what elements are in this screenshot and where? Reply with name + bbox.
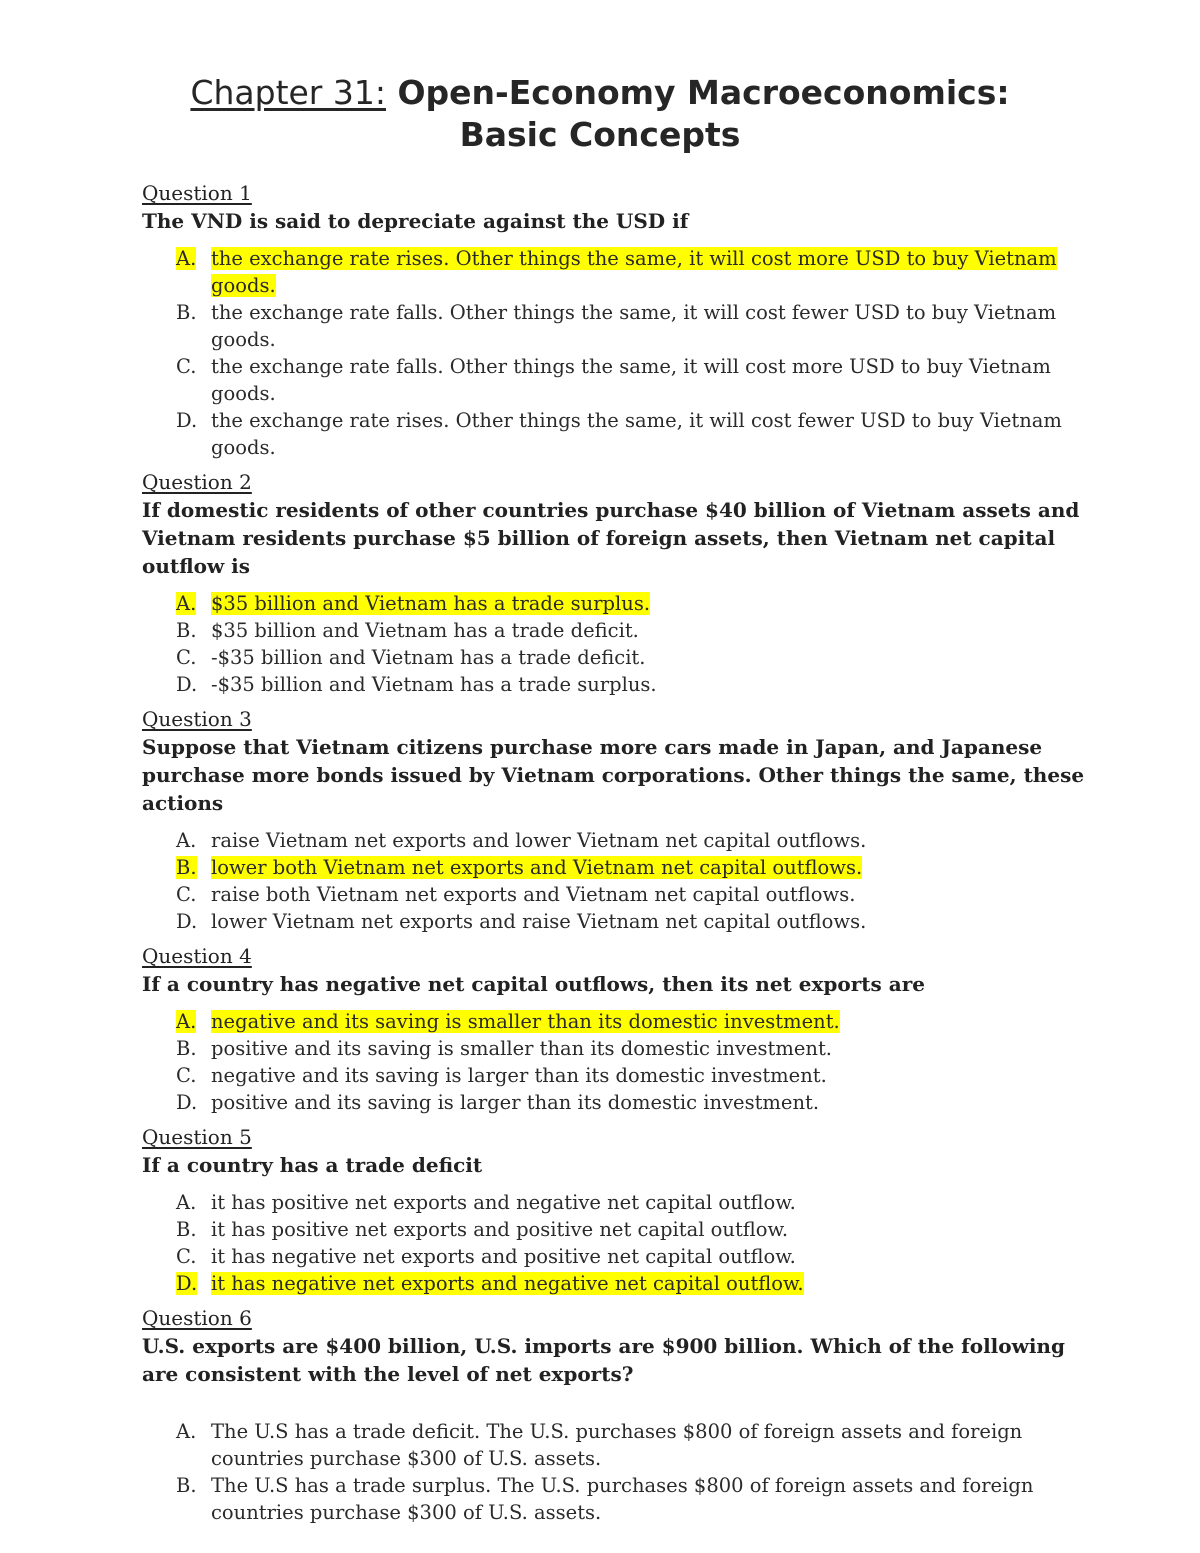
answer-option [142,1189,1102,1216]
option-letter [176,671,211,698]
question-block [142,1305,1102,1526]
option-text-wrap [211,617,1102,644]
chapter-label: Chapter 31: [190,73,386,112]
option-letter-text: A. [176,1420,197,1443]
option-text-wrap [211,1035,1102,1062]
option-letter [176,1035,211,1062]
option-letter [176,908,211,935]
option-text: it has negative net exports and negative net capital outflow. [211,1272,804,1295]
answer-option [142,1089,1102,1116]
option-text: raise Vietnam net exports and lower Vietnam net capital outflows. [211,829,867,852]
option-letter [176,245,211,299]
option-text: -$35 billion and Vietnam has a trade surplus. [211,673,657,696]
option-text: $35 billion and Vietnam has a trade deficit. [211,619,639,642]
answer-option [142,1035,1102,1062]
option-text: it has positive net exports and negative net capital outflow. [211,1191,796,1214]
option-letter [176,827,211,854]
option-letter [176,1189,211,1216]
option-text-wrap [211,881,1102,908]
option-text-wrap [211,671,1102,698]
question-block [142,180,1102,461]
answer-option [142,671,1102,698]
answer-option-highlighted [142,1270,1102,1297]
answer-option [142,1062,1102,1089]
option-letter-text: C. [176,1245,197,1268]
answer-option [142,1418,1102,1472]
option-text-wrap [211,245,1102,299]
answer-option-highlighted [142,245,1102,299]
option-letter [176,1089,211,1116]
option-text-wrap [211,1270,1102,1297]
option-letter-text: D. [176,910,198,933]
option-letter [176,1216,211,1243]
option-text: it has negative net exports and positive net capital outflow. [211,1245,796,1268]
option-letter-text: C. [176,883,197,906]
option-text-wrap [211,1008,1102,1035]
chapter-title-line2: Basic Concepts [459,115,741,154]
answer-option [142,1243,1102,1270]
option-text: the exchange rate rises. Other things the same, it will cost fewer USD to buy Vietnam goods. [211,409,1062,459]
question-heading: Question 1 [142,181,252,205]
option-letter-text: A. [176,1010,197,1033]
option-text: the exchange rate rises. Other things the same, it will cost more USD to buy Vietnam goods. [211,247,1057,297]
question-block [142,706,1102,935]
option-text: positive and its saving is smaller than its domestic investment. [211,1037,832,1060]
option-text: positive and its saving is larger than its domestic investment. [211,1091,820,1114]
answer-option [142,617,1102,644]
question-heading: Question 4 [142,944,252,968]
option-text-wrap [211,1472,1102,1526]
option-letter [176,1008,211,1035]
question-text: If a country has a trade deficit [142,1153,483,1177]
option-text: the exchange rate falls. Other things the same, it will cost fewer USD to buy Vietnam goods. [211,301,1057,351]
option-text: The U.S has a trade deficit. The U.S. purchases $800 of foreign assets and foreign countries purchase $300 of U.S. assets. [211,1420,1023,1470]
question-text: Suppose that Vietnam citizens purchase more cars made in Japan, and Japanese purchase more bonds issued by Vietnam corporations. Other things the same, these actions [142,735,1085,815]
question-heading: Question 5 [142,1125,252,1149]
option-letter-text: B. [176,619,197,642]
option-letter [176,353,211,407]
option-letter-text: B. [176,1474,197,1497]
answer-options [142,1189,1102,1297]
answer-option [142,353,1102,407]
option-text-wrap [211,353,1102,407]
answer-option [142,1216,1102,1243]
option-letter-text: C. [176,355,197,378]
question-block [142,943,1102,1116]
question-block [142,1124,1102,1297]
option-text: negative and its saving is smaller than its domestic investment. [211,1010,840,1033]
answer-option [142,1472,1102,1526]
answer-options [142,245,1102,461]
option-letter [176,1270,211,1297]
question-heading: Question 6 [142,1306,252,1330]
option-letter-text: B. [176,1218,197,1241]
option-letter [176,1418,211,1472]
option-letter [176,854,211,881]
option-letter [176,407,211,461]
option-text: -$35 billion and Vietnam has a trade deficit. [211,646,646,669]
option-letter [176,1243,211,1270]
question-heading: Question 3 [142,707,252,731]
option-text-wrap [211,1216,1102,1243]
option-text-wrap [211,827,1102,854]
answer-option [142,908,1102,935]
option-letter [176,881,211,908]
option-letter [176,299,211,353]
option-text: lower Vietnam net exports and raise Vietnam net capital outflows. [211,910,867,933]
option-letter-text: A. [176,1191,197,1214]
answer-option-highlighted [142,1008,1102,1035]
question-heading: Question 2 [142,470,252,494]
option-letter-text: D. [176,1091,198,1114]
option-text: raise both Vietnam net exports and Vietnam net capital outflows. [211,883,856,906]
option-text: The U.S has a trade surplus. The U.S. purchases $800 of foreign assets and foreign countries purchase $300 of U.S. assets. [211,1474,1034,1524]
option-text-wrap [211,1062,1102,1089]
option-text: lower both Vietnam net exports and Vietnam net capital outflows. [211,856,863,879]
page-title [0,72,1200,156]
option-text-wrap [211,1243,1102,1270]
option-text-wrap [211,908,1102,935]
answer-option [142,827,1102,854]
answer-options [142,827,1102,935]
option-letter-text: C. [176,1064,197,1087]
option-letter [176,644,211,671]
question-text: U.S. exports are $400 billion, U.S. imports are $900 billion. Which of the following are consistent with the level of net exports? [142,1334,1065,1386]
option-letter [176,617,211,644]
option-letter [176,1062,211,1089]
option-letter [176,590,211,617]
question-text: If domestic residents of other countries purchase $40 billion of Vietnam assets and Vietnam residents purchase $5 billion of foreign assets, then Vietnam net capital outflow is [142,498,1080,578]
answer-option-highlighted [142,854,1102,881]
option-text-wrap [211,590,1102,617]
option-text-wrap [211,299,1102,353]
chapter-title-line1: Open-Economy Macroeconomics: [385,73,1010,112]
question-block [142,469,1102,698]
spacer [142,1388,1102,1418]
option-letter-text: B. [176,301,197,324]
option-text: $35 billion and Vietnam has a trade surplus. [211,592,651,615]
answer-options [142,1008,1102,1116]
answer-option [142,299,1102,353]
question-text: The VND is said to depreciate against the USD if [142,209,689,233]
option-text: it has positive net exports and positive net capital outflow. [211,1218,789,1241]
option-letter-text: B. [176,1037,197,1060]
option-text-wrap [211,1089,1102,1116]
option-letter-text: D. [176,1272,198,1295]
option-text-wrap [211,1418,1102,1472]
option-letter-text: D. [176,673,198,696]
answer-option [142,644,1102,671]
answer-option [142,881,1102,908]
option-text-wrap [211,644,1102,671]
option-letter-text: A. [176,592,197,615]
option-text-wrap [211,1189,1102,1216]
answer-option [142,407,1102,461]
option-letter [176,1472,211,1526]
answer-options [142,1418,1102,1526]
option-text: the exchange rate falls. Other things the same, it will cost more USD to buy Vietnam goods. [211,355,1051,405]
question-text: If a country has negative net capital outflows, then its net exports are [142,972,925,996]
option-text: negative and its saving is larger than its domestic investment. [211,1064,827,1087]
answer-option-highlighted [142,590,1102,617]
answer-options [142,590,1102,698]
option-text-wrap [211,854,1102,881]
option-text-wrap [211,407,1102,461]
option-letter-text: A. [176,247,197,270]
question-list [142,180,1102,1534]
option-letter-text: C. [176,646,197,669]
option-letter-text: B. [176,856,197,879]
option-letter-text: D. [176,409,198,432]
option-letter-text: A. [176,829,197,852]
